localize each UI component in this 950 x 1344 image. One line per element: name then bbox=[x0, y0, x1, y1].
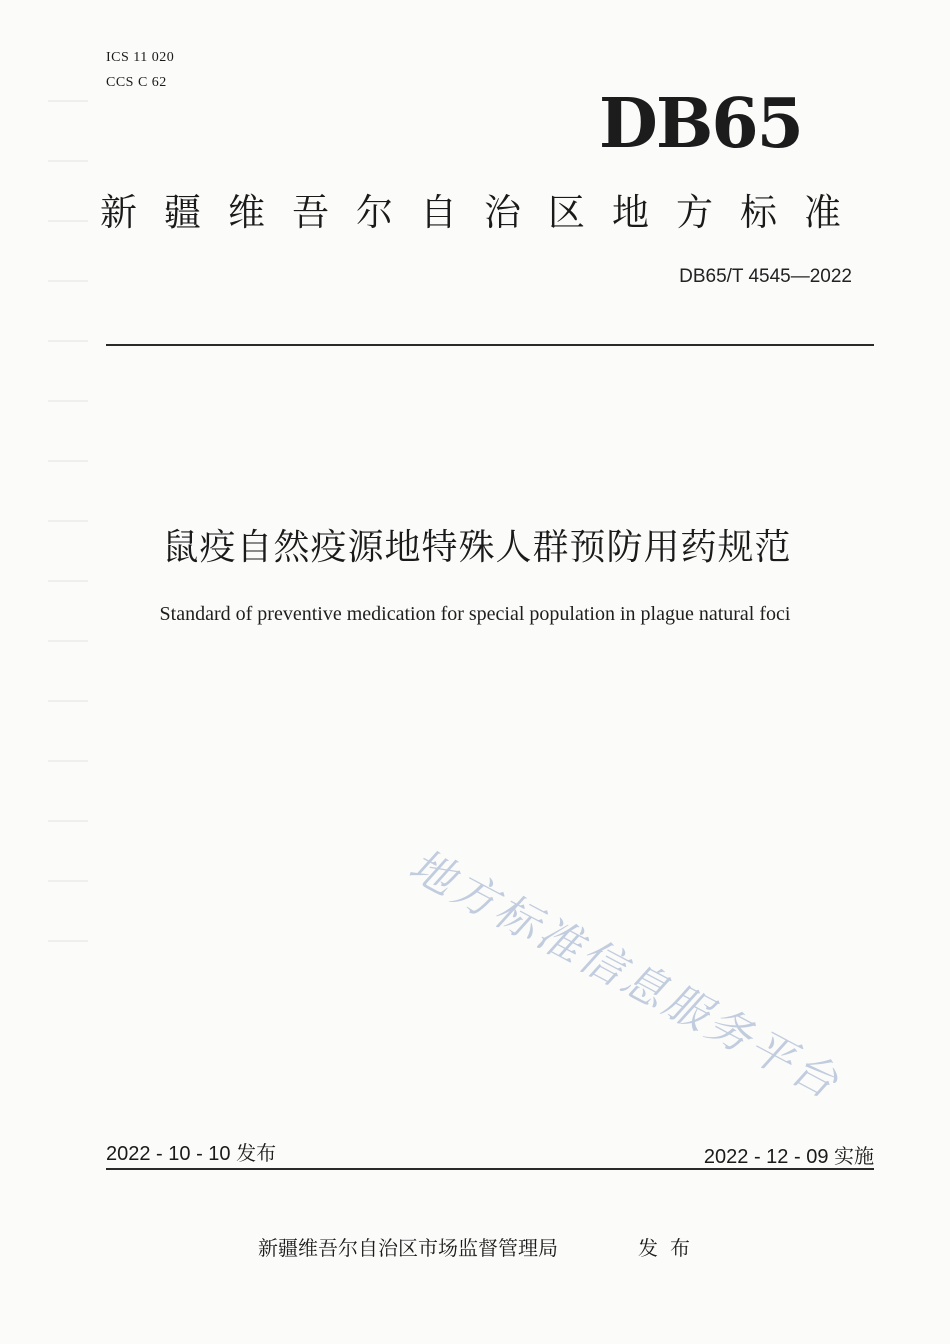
watermark: 地方标准信息服务平台 bbox=[400, 839, 849, 1111]
document-title-chinese: 鼠疫自然疫源地特殊人群预防用药规范 bbox=[162, 527, 792, 568]
db65-logo: DB65 bbox=[598, 84, 802, 164]
standard-number: DB65/T 4545—2022 bbox=[679, 266, 852, 287]
issuing-authority: 新疆维吾尔自治区市场监督管理局 bbox=[258, 1236, 558, 1260]
issue-label: 发布 bbox=[638, 1236, 702, 1260]
issue-date: 2022 - 10 - 10 发布 bbox=[106, 1143, 277, 1165]
bottom-divider bbox=[106, 1168, 874, 1170]
document-title-english: Standard of preventive medication for special population in plague natural foci bbox=[159, 603, 791, 625]
ccs-code: CCS C 62 bbox=[106, 75, 167, 90]
top-divider bbox=[106, 344, 874, 346]
implementation-date: 2022 - 12 - 09 实施 bbox=[703, 1146, 874, 1168]
government-standard-title: 新疆维吾尔自治区地方标准 bbox=[100, 191, 868, 234]
ics-code: ICS 11 020 bbox=[106, 50, 175, 65]
